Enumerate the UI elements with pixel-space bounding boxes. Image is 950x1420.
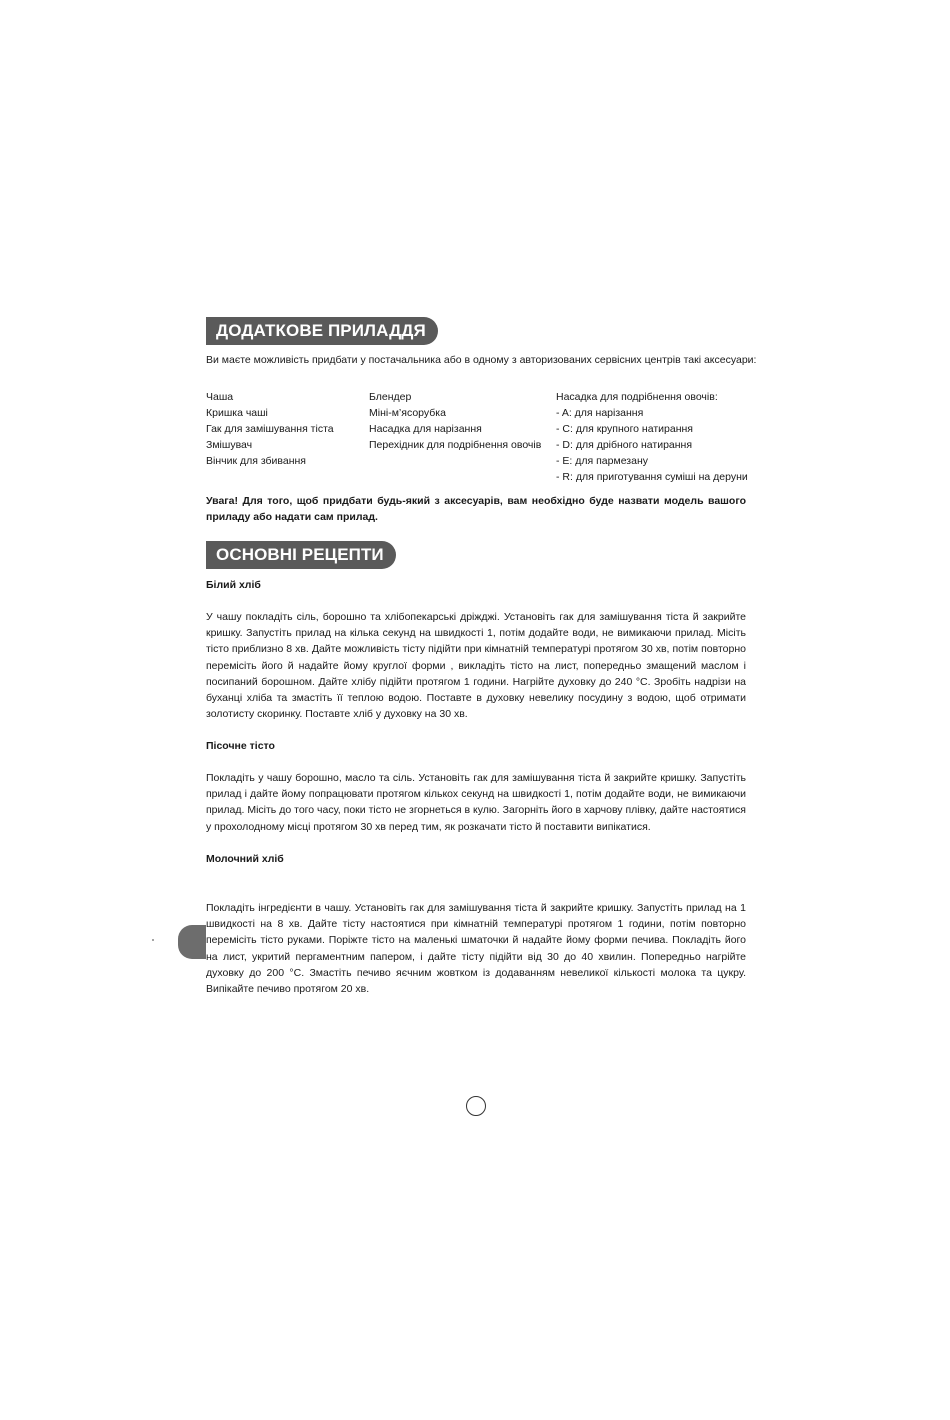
accessory-item: - C: для крупного натирання xyxy=(556,423,693,435)
accessory-item: Насадка для нарізання xyxy=(369,423,482,435)
accessory-item: - R: для приготування суміші на деруни xyxy=(556,471,748,483)
accessory-item: - D: для дрібного натирання xyxy=(556,439,693,451)
accessory-item: Міні-м’ясорубка xyxy=(369,407,446,419)
accessories-column-2 xyxy=(369,389,541,453)
accessory-item: Перехідник для подрібнення овочів xyxy=(369,439,542,451)
accessories-intro: Ви маєте можливість придбати у постачальника або в одному з авторизованих сервісних центрів такі аксесуари: xyxy=(206,354,757,366)
accessory-item: Кришка чаші xyxy=(206,407,268,419)
accessory-item: Чаша xyxy=(206,391,234,403)
accessory-item: Гак для замішування тіста xyxy=(206,423,334,435)
accessory-item: - E: для пармезану xyxy=(556,455,649,467)
accessory-item: Блендер xyxy=(369,391,412,403)
accessories-column-3 xyxy=(556,389,748,485)
language-side-tab xyxy=(178,925,206,959)
recipe-text-milk-bread: Покладіть інгредієнти в чашу. Установіть гак для замішування тіста й закрийте кришку. Запустіть прилад на 1 швидкості на 8 хв. Дайте тісту настоятися при кімнатній температурі протягом 1 години, потім повторно перемісіть тісто руками. Поріжте тісто на маленькі шматочки й надайте йому форми печива. Покладіть його на лист, укритий пергаментним папером, і дайте тісту підійти від 30 до 40 хвилин. Попередньо нагрійте духовку до 200 °C. Змастіть печиво яєчним жовтком із додаванням невеликої кількості молока та цукру. Випікайте печиво протягом 20 хв. xyxy=(206,902,746,996)
accessory-item: Насадка для подрібнення овочів: xyxy=(556,391,718,403)
section-heading-accessories: ДОДАТКОВЕ ПРИЛАДДЯ xyxy=(206,317,438,345)
section-heading-recipes: ОСНОВНІ РЕЦЕПТИ xyxy=(206,541,396,569)
page-number-circle xyxy=(466,1096,486,1116)
accessories-column-1 xyxy=(206,389,334,469)
recipe-title-shortcrust: Пісочне тісто xyxy=(206,740,275,752)
recipe-text-white-bread: У чашу покладіть сіль, борошно та хлібопекарські дріжджі. Установіть гак для замішування тіста й закрийте кришку. Запустіть прилад на кілька секунд на швидкості 1, потім додайте води, не вимикаючи прилад. Місіть тісто приблизно 8 хв. Дайте можливість тісту підійти при кімнатній температурі протягом 30 хв, потім повторно перемісіть його й надайте йому круглої форми , викладіть тісто на лист, попередньо змащений маслом і посипаний борошном. Дайте хлібу підійти протягом 1 години. Нагрійте духовку до 240 °C. Зробіть надрізи на буханці хліба та змастіть її теплою водою. Поставте в духовку невелику посудину з водою, щоб отримати золотисту скоринку. Поставте хліб у духовку на 30 хв. xyxy=(206,611,746,721)
accessory-item: - A: для нарізання xyxy=(556,407,644,419)
margin-dot xyxy=(152,939,154,941)
recipe-title-milk-bread: Молочний хліб xyxy=(206,853,284,865)
recipe-title-white-bread: Білий хліб xyxy=(206,579,261,591)
accessories-warning: Увага! Для того, щоб придбати будь-який з аксесуарів, вам необхідно буде назвати модель вашого приладу або надати сам прилад. xyxy=(206,495,746,523)
recipe-text-shortcrust: Покладіть у чашу борошно, масло та сіль. Установіть гак для замішування тіста й закрийте кришку. Запустіть прилад і дайте йому попрацювати протягом кількох секунд на швидкості 1, потім додайте води, не вимикаючи прилад. Місіть до того часу, поки тісто не згорнеться в кулю. Загорніть його в харчову плівку, дайте настоятися у прохолодному місці протягом 30 хв перед тим, як розкачати тісто й поставити випікатися. xyxy=(206,772,746,833)
accessory-item: Вінчик для збивання xyxy=(206,455,306,467)
accessory-item: Змішувач xyxy=(206,439,253,451)
